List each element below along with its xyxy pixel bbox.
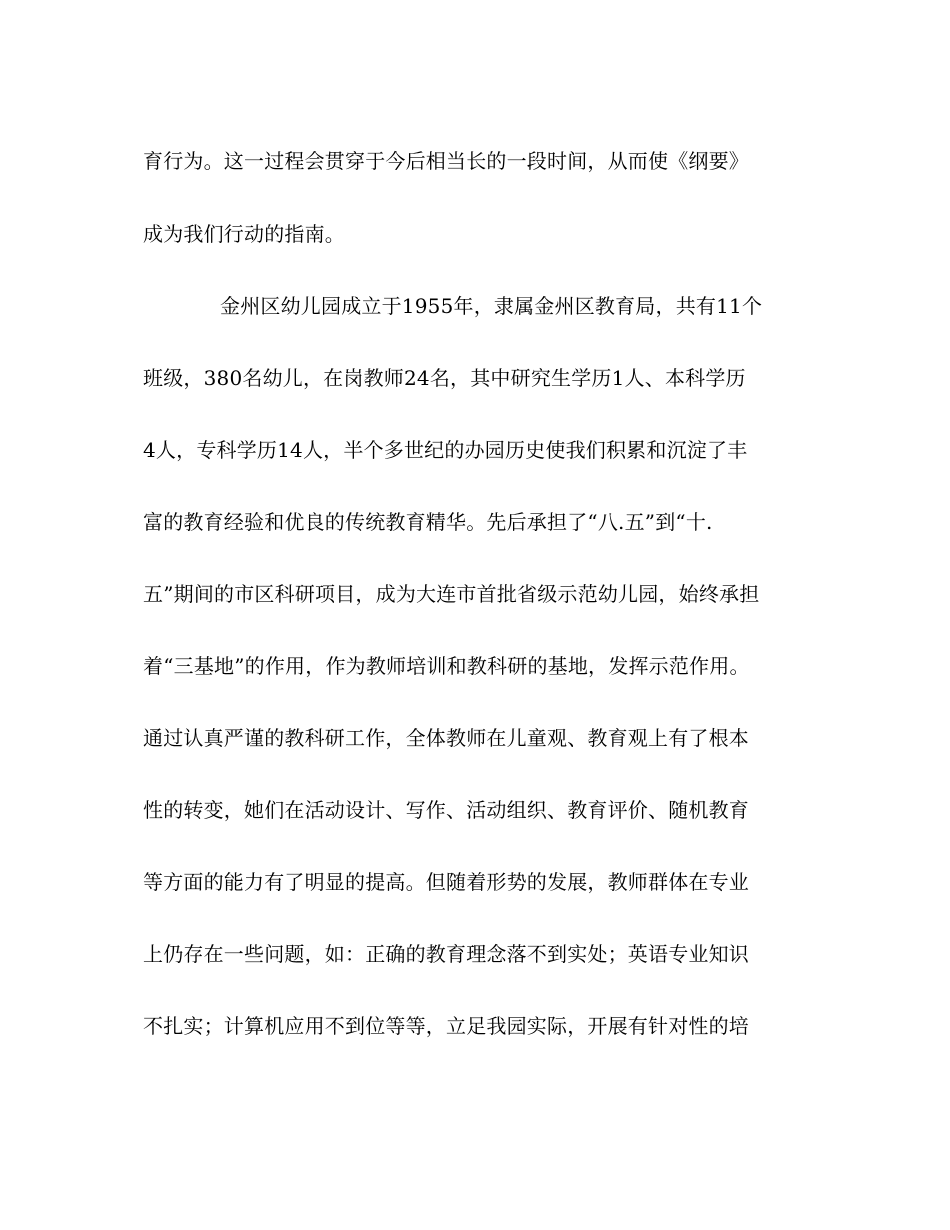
text-line-5: 4人，专科学历14人，半个多世纪的办园历史使我们积累和沉淀了丰 [143,438,748,462]
text-line-9: 通过认真严谨的教科研工作，全体教师在儿童观、教育观上有了根本 [143,726,749,750]
text-line-11: 等方面的能力有了明显的提高。但随着形势的发展，教师群体在专业 [143,870,749,894]
text-line-13: 不扎实；计算机应用不到位等等，立足我园实际，开展有针对性的培 [143,1014,749,1038]
text-line-10: 性的转变，她们在活动设计、写作、活动组织、教育评价、随机教育 [143,798,749,822]
text-line-4: 班级，380名幼儿，在岗教师24名，其中研究生学历1人、本科学历 [143,366,746,390]
text-line-8: 着“三基地”的作用，作为教师培训和教科研的基地，发挥示范作用。 [143,654,750,678]
text-line-2: 成为我们行动的指南。 [143,222,345,246]
text-line-6: 富的教育经验和优良的传统教育精华。先后承担了“八.五”到“十. [143,510,713,534]
text-line-3: 金州区幼儿园成立于1955年，隶属金州区教育局，共有11个 [220,294,763,318]
text-line-7: 五”期间的市区科研项目，成为大连市首批省级示范幼儿园，始终承担 [143,582,760,606]
text-line-12: 上仍存在一些问题，如：正确的教育理念落不到实处；英语专业知识 [143,942,749,966]
text-line-1: 育行为。这一过程会贯穿于今后相当长的一段时间，从而使《纲要》 [143,149,749,173]
